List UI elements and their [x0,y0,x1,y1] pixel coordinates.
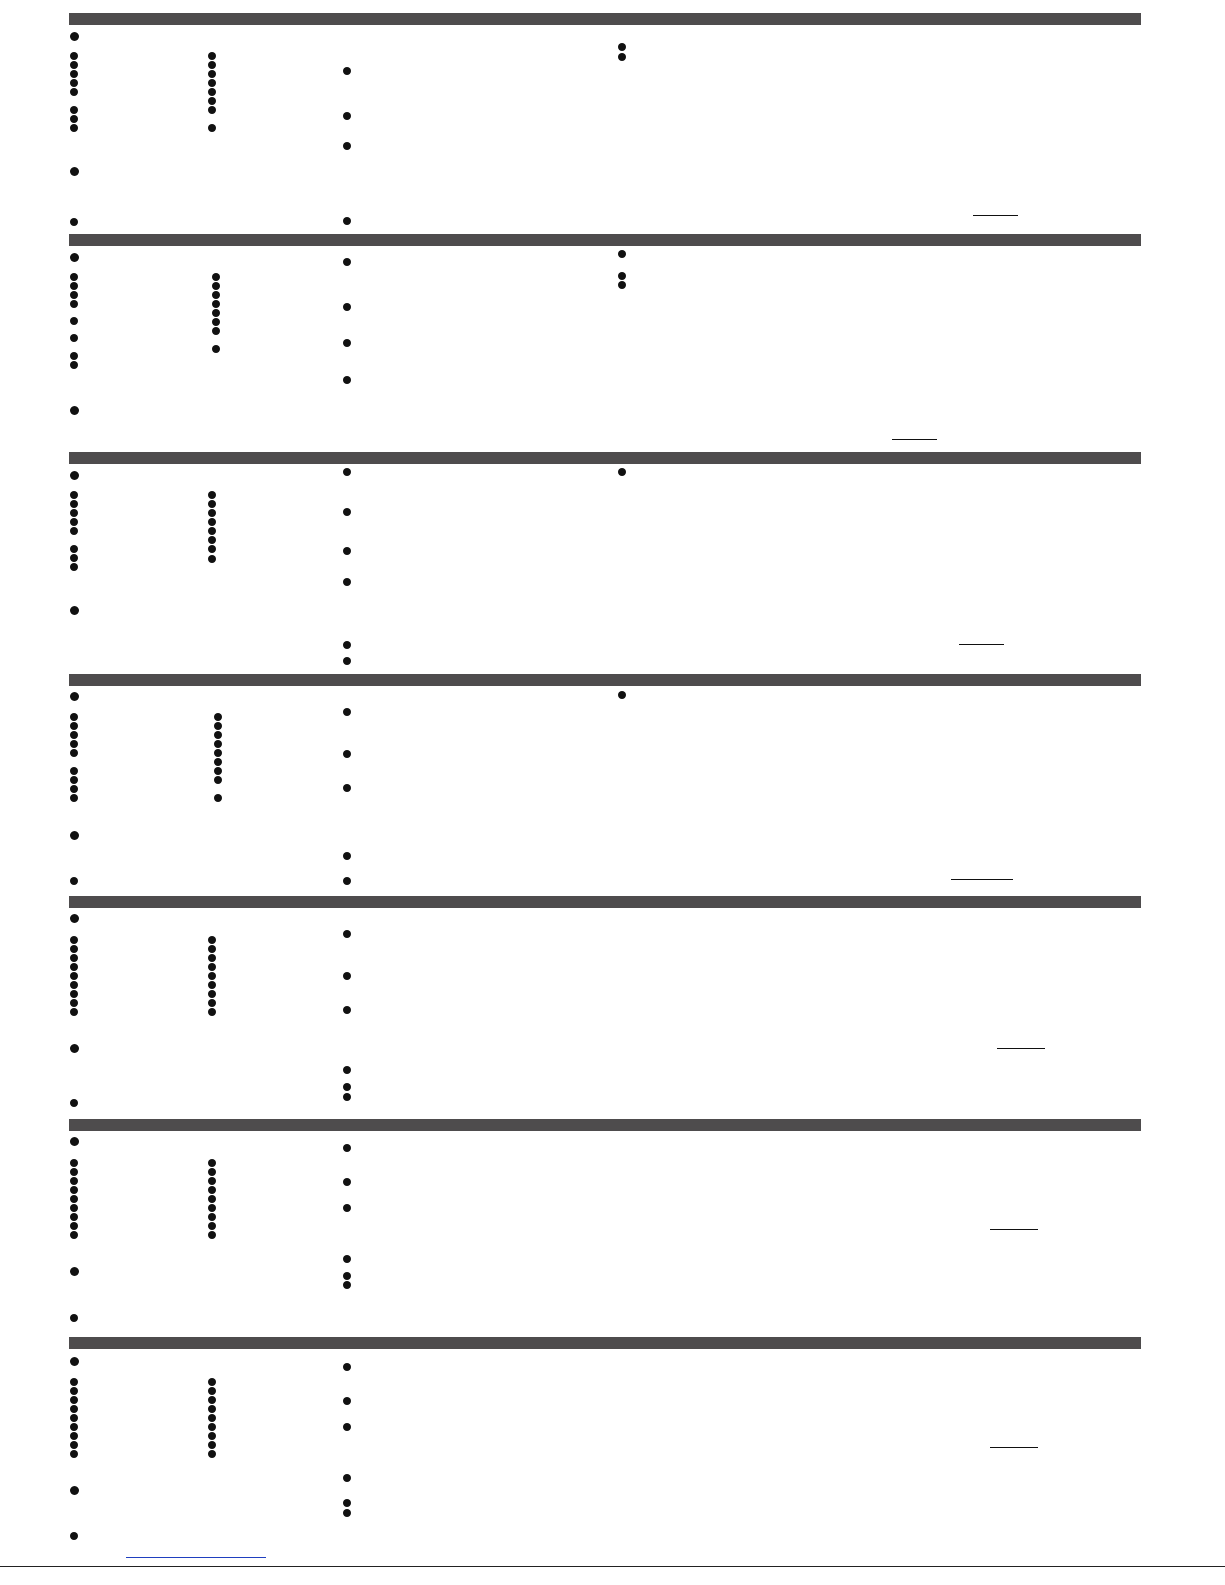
bullet-dot-icon [70,606,79,615]
bullet-dot-icon [214,740,222,748]
bullet-dot-icon [70,954,78,962]
bullet-dot-icon [70,785,78,793]
bullet-dot-icon [618,43,626,51]
bullet-dot-icon [343,258,351,266]
bullet-dot-icon [618,272,626,280]
bullet-dot-icon [70,1267,79,1276]
section-2-header-bar [69,234,1141,246]
bullet-dot-icon [343,1423,351,1431]
bullet-dot-icon [70,1195,78,1203]
bullet-dot-icon [70,527,78,535]
bullet-dot-icon [208,1432,216,1440]
bullet-dot-icon [70,317,78,325]
bullet-dot-icon [618,250,626,258]
bullet-dot-icon [212,345,220,353]
bullet-dot-icon [343,67,351,75]
bullet-dot-icon [70,79,78,87]
bullet-dot-icon [70,509,78,517]
bullet-dot-icon [208,1159,216,1167]
bullet-dot-icon [343,1499,351,1507]
bullet-dot-icon [208,106,216,114]
bullet-dot-icon [70,1204,78,1212]
bullet-dot-icon [70,88,78,96]
bullet-dot-icon [618,691,626,699]
bullet-dot-icon [208,500,216,508]
bullet-dot-icon [343,1272,351,1280]
bullet-dot-icon [343,468,351,476]
bullet-dot-icon [208,954,216,962]
bullet-dot-icon [70,1532,78,1540]
bullet-dot-icon [70,361,78,369]
bullet-dot-icon [70,1044,79,1053]
section-6-signature-rule [990,1229,1038,1230]
bullet-dot-icon [70,1450,78,1458]
bullet-dot-icon [70,352,78,360]
bullet-dot-icon [208,97,216,105]
bullet-dot-icon [70,776,78,784]
bullet-dot-icon [70,563,78,571]
section-1-header-bar [69,13,1141,25]
bullet-dot-icon [343,339,351,347]
bullet-dot-icon [70,1414,78,1422]
bullet-dot-icon [70,1396,78,1404]
bullet-dot-icon [343,217,351,225]
bullet-dot-icon [343,877,351,885]
bullet-dot-icon [343,303,351,311]
bullet-dot-icon [70,554,78,562]
bullet-dot-icon [343,708,351,716]
bullet-dot-icon [208,990,216,998]
bullet-dot-icon [70,999,78,1007]
bullet-dot-icon [343,1083,351,1091]
bullet-dot-icon [70,1222,78,1230]
bullet-dot-icon [70,70,78,78]
bullet-dot-icon [70,115,78,123]
bullet-dot-icon [70,61,78,69]
bullet-dot-icon [343,641,351,649]
bullet-dot-icon [214,713,222,721]
bullet-dot-icon [214,794,222,802]
bullet-dot-icon [208,555,216,563]
bullet-dot-icon [70,1378,78,1386]
bullet-dot-icon [70,963,78,971]
bullet-dot-icon [618,468,626,476]
bullet-dot-icon [343,1178,351,1186]
bullet-dot-icon [343,1363,351,1371]
bullet-dot-icon [208,1414,216,1422]
bullet-dot-icon [343,750,351,758]
bullet-dot-icon [343,1006,351,1014]
bullet-dot-icon [70,1186,78,1194]
bullet-dot-icon [208,1405,216,1413]
bullet-dot-icon [208,1186,216,1194]
bullet-dot-icon [343,1474,351,1482]
bullet-dot-icon [70,106,78,114]
bullet-dot-icon [208,527,216,535]
bullet-dot-icon [208,61,216,69]
bullet-dot-icon [343,1397,351,1405]
bullet-dot-icon [343,1255,351,1263]
bullet-dot-icon [208,936,216,944]
bullet-dot-icon [70,167,79,176]
bullet-dot-icon [70,545,78,553]
bullet-dot-icon [208,972,216,980]
bullet-dot-icon [70,749,78,757]
bullet-dot-icon [208,1441,216,1449]
bullet-dot-icon [208,70,216,78]
bullet-dot-icon [70,273,78,281]
bullet-dot-icon [70,1432,78,1440]
bullet-dot-icon [70,491,78,499]
bullet-dot-icon [70,1177,78,1185]
section-7-signature-rule [990,1447,1038,1448]
bullet-dot-icon [70,1168,78,1176]
bullet-dot-icon [70,990,78,998]
bullet-dot-icon [70,1137,79,1146]
bullet-dot-icon [70,972,78,980]
bullet-dot-icon [208,518,216,526]
bullet-dot-icon [208,1378,216,1386]
bullet-dot-icon [208,1195,216,1203]
bullet-dot-icon [208,491,216,499]
bullet-dot-icon [70,936,78,944]
section-6-header-bar [69,1119,1141,1131]
bullet-dot-icon [70,731,78,739]
footer-link-underline[interactable] [126,1557,266,1558]
bullet-dot-icon [208,981,216,989]
bullet-dot-icon [70,914,79,923]
bullet-dot-icon [208,963,216,971]
bullet-dot-icon [208,52,216,60]
bullet-dot-icon [70,1387,78,1395]
bullet-dot-icon [343,508,351,516]
bullet-dot-icon [208,1008,216,1016]
bullet-dot-icon [618,281,626,289]
bullet-dot-icon [70,124,78,132]
bullet-dot-icon [70,406,79,415]
bullet-dot-icon [208,88,216,96]
section-2-signature-rule [892,439,937,440]
bullet-dot-icon [343,578,351,586]
bullet-dot-icon [343,142,351,150]
bullet-dot-icon [343,657,351,665]
bullet-dot-icon [208,1231,216,1239]
bullet-dot-icon [343,1093,351,1101]
bullet-dot-icon [70,282,78,290]
bullet-dot-icon [70,877,78,885]
bullet-dot-icon [208,1222,216,1230]
bullet-dot-icon [208,1213,216,1221]
bullet-dot-icon [70,218,78,226]
bullet-dot-icon [208,1387,216,1395]
bullet-dot-icon [343,1509,351,1517]
bullet-dot-icon [208,1204,216,1212]
section-3-header-bar [69,452,1141,464]
bullet-dot-icon [70,1441,78,1449]
bullet-dot-icon [70,1008,78,1016]
bullet-dot-icon [70,1314,78,1322]
bullet-dot-icon [343,112,351,120]
bullet-dot-icon [70,794,78,802]
bullet-dot-icon [618,53,626,61]
page-bottom-rule [0,1566,1225,1567]
bullet-dot-icon [208,999,216,1007]
bullet-dot-icon [214,767,222,775]
bullet-dot-icon [70,518,78,526]
bullet-dot-icon [70,1486,79,1495]
section-5-header-bar [69,896,1141,908]
bullet-dot-icon [208,124,216,132]
bullet-dot-icon [70,831,79,840]
bullet-dot-icon [343,1204,351,1212]
bullet-dot-icon [70,1357,79,1366]
bullet-dot-icon [214,731,222,739]
bullet-dot-icon [70,1159,78,1167]
bullet-dot-icon [208,1168,216,1176]
bullet-dot-icon [214,758,222,766]
bullet-dot-icon [70,767,78,775]
bullet-dot-icon [212,309,220,317]
bullet-dot-icon [70,1405,78,1413]
bullet-dot-icon [343,852,351,860]
bullet-dot-icon [70,722,78,730]
bullet-dot-icon [212,273,220,281]
bullet-dot-icon [70,52,78,60]
bullet-dot-icon [70,692,79,701]
section-3-signature-rule [959,644,1004,645]
bullet-dot-icon [70,291,78,299]
bullet-dot-icon [343,972,351,980]
bullet-dot-icon [208,945,216,953]
bullet-dot-icon [70,500,78,508]
bullet-dot-icon [212,300,220,308]
bullet-dot-icon [212,318,220,326]
bullet-dot-icon [214,776,222,784]
bullet-dot-icon [70,471,79,480]
bullet-dot-icon [212,327,220,335]
bullet-dot-icon [70,981,78,989]
bullet-dot-icon [70,945,78,953]
bullet-dot-icon [70,1231,78,1239]
bullet-dot-icon [208,1423,216,1431]
bullet-dot-icon [208,545,216,553]
bullet-dot-icon [70,1423,78,1431]
bullet-dot-icon [214,749,222,757]
bullet-dot-icon [343,784,351,792]
section-5-signature-rule [997,1048,1045,1049]
bullet-dot-icon [70,713,78,721]
bullet-dot-icon [70,740,78,748]
bullet-dot-icon [343,376,351,384]
bullet-dot-icon [70,1099,78,1107]
bullet-dot-icon [212,282,220,290]
section-4-signature-rule [951,879,1013,880]
section-1-signature-rule [973,215,1018,216]
section-7-header-bar [69,1337,1141,1349]
bullet-dot-icon [208,1396,216,1404]
bullet-dot-icon [70,334,78,342]
bullet-dot-icon [70,300,78,308]
bullet-dot-icon [343,930,351,938]
bullet-dot-icon [70,32,79,41]
bullet-dot-icon [70,253,79,262]
bullet-dot-icon [70,1213,78,1221]
bullet-dot-icon [212,291,220,299]
bullet-dot-icon [208,1177,216,1185]
bullet-dot-icon [343,1066,351,1074]
bullet-dot-icon [214,722,222,730]
bullet-dot-icon [343,547,351,555]
bullet-dot-icon [208,536,216,544]
section-4-header-bar [69,674,1141,686]
bullet-dot-icon [208,509,216,517]
bullet-dot-icon [343,1144,351,1152]
bullet-dot-icon [208,1450,216,1458]
bullet-dot-icon [343,1281,351,1289]
bullet-dot-icon [208,79,216,87]
